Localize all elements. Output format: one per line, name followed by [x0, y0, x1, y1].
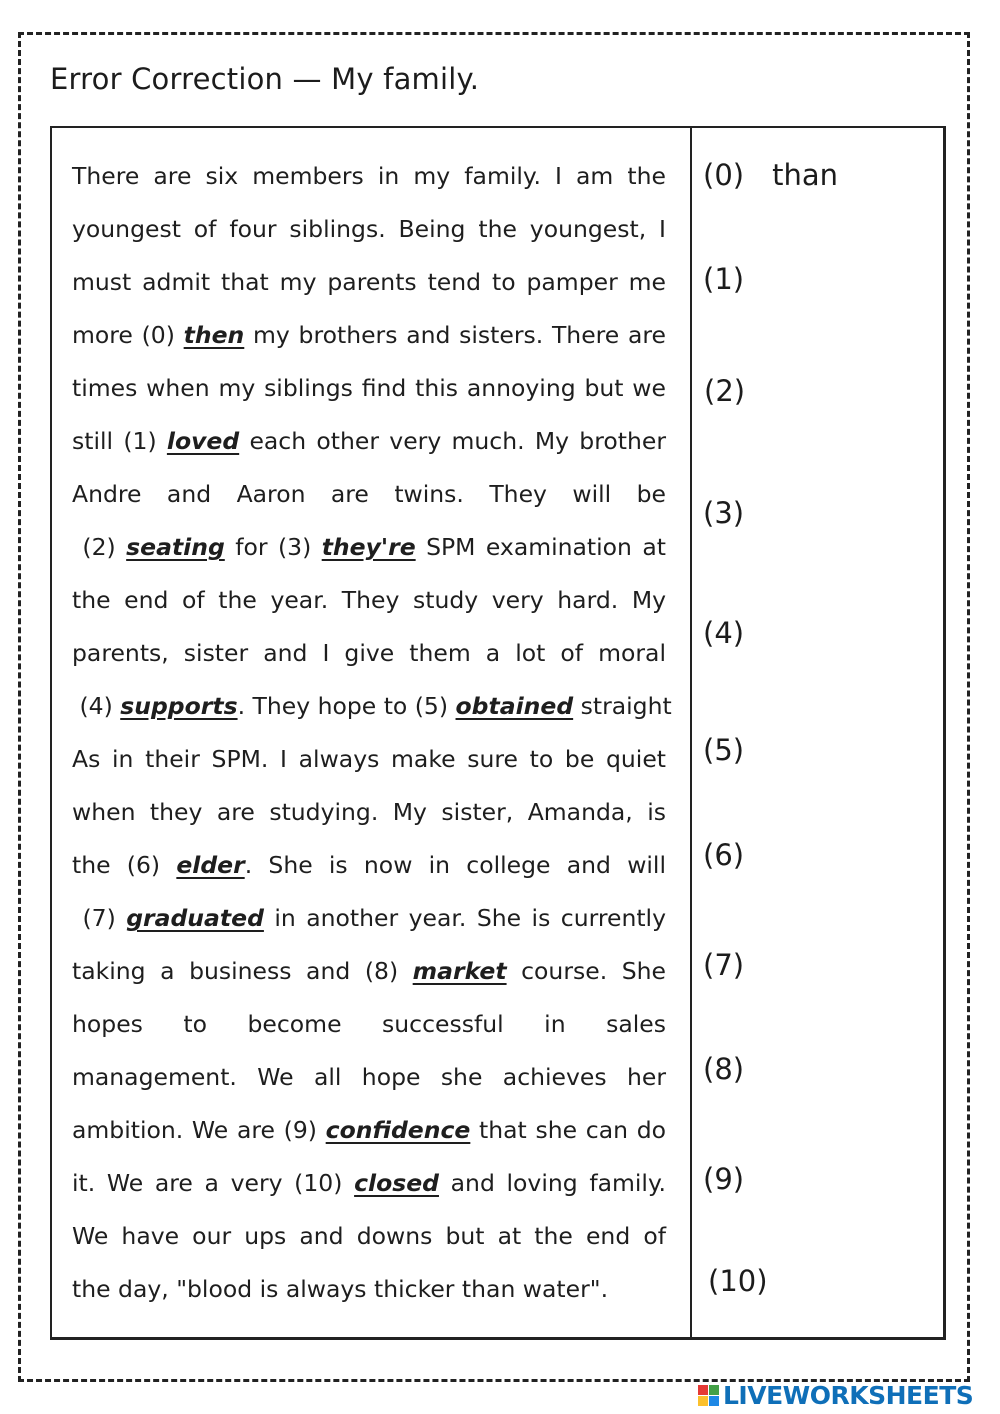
answer-row	[703, 948, 772, 982]
logo-square	[698, 1385, 708, 1395]
passage-text-segment: more (0)	[72, 321, 184, 349]
answer-row	[703, 733, 772, 767]
logo-square	[698, 1396, 708, 1406]
passage-line	[72, 150, 666, 203]
passage-text-segment: Andre and Aaron are twins. They will be	[72, 480, 666, 508]
error-word: then	[183, 321, 245, 349]
answer-number: (9)	[703, 1162, 745, 1196]
passage-line	[72, 945, 666, 998]
logo-text: LIVEWORKSHEETS	[723, 1380, 974, 1410]
answer-number: (2)	[704, 374, 746, 408]
answer-number: (4)	[703, 616, 745, 650]
answer-row	[703, 1162, 772, 1196]
passage-text-segment: youngest of four siblings. Being the youngest, I	[72, 215, 666, 243]
passage-line	[72, 1051, 666, 1104]
passage-text-segment: my brothers and sisters. There are	[244, 321, 666, 349]
answer-row	[708, 1264, 796, 1298]
passage-text-segment: parents, sister and I give them a lot of moral	[72, 639, 666, 667]
answer-number: (6)	[703, 838, 745, 872]
passage-line	[72, 892, 666, 945]
answer-row	[703, 838, 772, 872]
passage-line	[72, 1104, 666, 1157]
answer-number: (10)	[708, 1264, 768, 1298]
passage-text-segment: As in their SPM. I always make sure to be quiet	[72, 745, 666, 773]
passage-line	[72, 998, 666, 1051]
answer-row	[704, 374, 773, 408]
answer-value: than	[772, 158, 838, 192]
passage-text-segment: when they are studying. My sister, Amanda, is	[72, 798, 666, 826]
logo-square	[709, 1396, 719, 1406]
passage-text-segment: in another year. She is currently	[263, 904, 666, 932]
passage-text	[72, 150, 672, 1316]
passage-text-segment: the day, "blood is always thicker than water".	[72, 1275, 609, 1303]
passage-text-segment: There are six members in my family. I am the	[72, 162, 666, 190]
passage-line	[72, 680, 672, 733]
passage-text-segment: (2)	[72, 533, 127, 561]
passage-text-segment: . She is now in college and will	[244, 851, 666, 879]
passage-line	[72, 627, 666, 680]
passage-line	[72, 574, 666, 627]
logo-square	[709, 1385, 719, 1395]
passage-line	[72, 362, 666, 415]
passage-text-segment: still (1)	[72, 427, 167, 455]
passage-text-segment: ambition. We are (9)	[72, 1116, 326, 1144]
passage-text-segment: times when my siblings find this annoying but we	[72, 374, 666, 402]
passage-text-segment: (7)	[72, 904, 127, 932]
passage-text-segment: hopes to become successful in sales	[72, 1010, 666, 1038]
passage-text-segment: each other very much. My brother	[239, 427, 666, 455]
error-word: they're	[321, 533, 416, 561]
passage-line	[72, 1210, 666, 1263]
passage-line	[72, 468, 666, 521]
passage-text-segment: the end of the year. They study very hard. My	[72, 586, 666, 614]
error-word: elder	[176, 851, 245, 879]
passage-text-segment: the (6)	[72, 851, 177, 879]
answer-number: (8)	[703, 1052, 745, 1086]
answer-number: (1)	[703, 262, 745, 296]
passage-text-segment: (4)	[72, 692, 121, 720]
answer-row	[703, 158, 838, 192]
passage-text-segment: and loving family.	[438, 1169, 666, 1197]
error-word: closed	[354, 1169, 439, 1197]
answer-number: (3)	[703, 496, 745, 530]
column-divider	[690, 126, 692, 1340]
passage-text-segment: SPM examination at	[415, 533, 666, 561]
error-word: confidence	[325, 1116, 471, 1144]
passage-line	[72, 1157, 666, 1210]
passage-text-segment: management. We all hope she achieves her	[72, 1063, 666, 1091]
passage-line	[72, 839, 666, 892]
answer-number: (0)	[703, 158, 745, 192]
passage-line	[72, 415, 666, 468]
error-word: graduated	[126, 904, 264, 932]
passage-text-segment: for (3)	[224, 533, 322, 561]
error-word: market	[412, 957, 507, 985]
passage-line	[72, 733, 666, 786]
answer-row	[703, 1052, 772, 1086]
passage-line	[72, 256, 666, 309]
liveworksheets-logo	[698, 1380, 973, 1410]
error-word: seating	[126, 533, 225, 561]
worksheet-title: Error Correction — My family.	[50, 62, 480, 96]
passage-line	[72, 521, 666, 574]
passage-line	[72, 203, 666, 256]
logo-mark-icon	[698, 1385, 719, 1406]
passage-line	[72, 309, 666, 362]
error-word: obtained	[455, 692, 574, 720]
error-word: loved	[166, 427, 240, 455]
passage-text-segment: that she can do	[470, 1116, 666, 1144]
answer-row	[703, 616, 772, 650]
passage-text-segment: course. She	[506, 957, 666, 985]
answer-row	[703, 262, 772, 296]
passage-text-segment: taking a business and (8)	[72, 957, 413, 985]
passage-text-segment: must admit that my parents tend to pamper me	[72, 268, 666, 296]
answer-number: (5)	[703, 733, 745, 767]
error-word: supports	[120, 692, 238, 720]
passage-line	[72, 786, 666, 839]
passage-text-segment: it. We are a very (10)	[72, 1169, 355, 1197]
passage-line	[72, 1263, 666, 1316]
answer-row	[703, 496, 772, 530]
answer-number: (7)	[703, 948, 745, 982]
passage-text-segment: We have our ups and downs but at the end of	[72, 1222, 666, 1250]
passage-text-segment: . They hope to (5)	[237, 692, 456, 720]
passage-text-segment: straight	[573, 692, 672, 720]
